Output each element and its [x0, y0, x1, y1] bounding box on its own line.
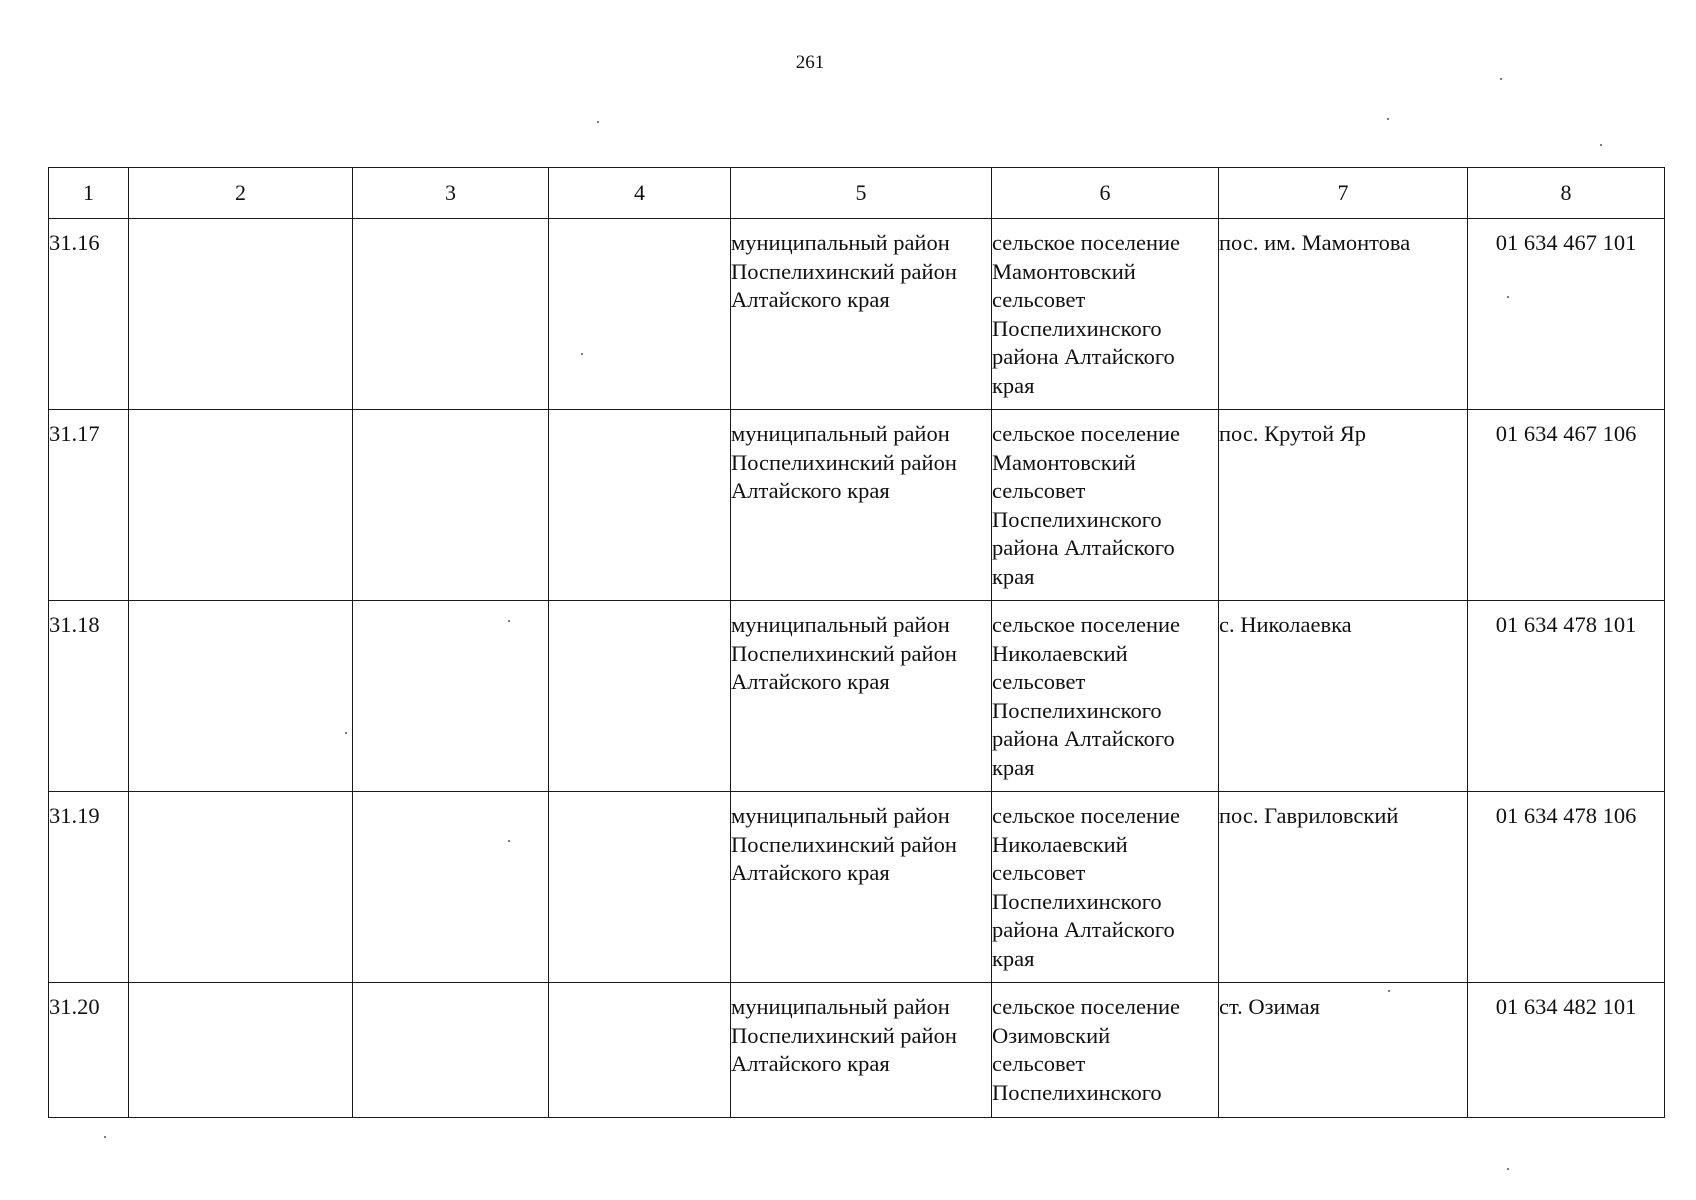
column-header-4: 4 — [549, 168, 731, 219]
settlement-line: Николаевский — [992, 831, 1128, 857]
empty-cell-col2 — [129, 792, 353, 983]
empty-cell-col4 — [549, 792, 731, 983]
empty-cell-col4 — [549, 410, 731, 601]
row-number: 31.17 — [49, 410, 129, 601]
empty-cell-col3 — [353, 983, 549, 1118]
scan-speck — [1507, 1168, 1509, 1170]
table-row — [49, 410, 1665, 601]
settlement-line: Николаевский — [992, 640, 1128, 666]
oktmo-code-cell: 01 634 467 106 — [1468, 410, 1665, 601]
settlement-line: края — [992, 563, 1035, 589]
scan-speck — [597, 121, 599, 123]
scan-speck — [508, 620, 510, 622]
settlement-line: края — [992, 754, 1035, 780]
row-number: 31.20 — [49, 983, 129, 1118]
settlement-line: района Алтайского — [992, 535, 1175, 560]
row-number: 31.19 — [49, 792, 129, 983]
settlement-line: края — [992, 372, 1035, 398]
scan-speck — [345, 732, 347, 734]
registry-table — [48, 167, 1665, 1118]
municipal-district-text: муниципальный район Поспелихинский район Алтайского края — [731, 612, 957, 694]
column-header-3: 3 — [353, 168, 549, 219]
empty-cell-col4 — [549, 983, 731, 1118]
settlement-line: сельское поселение — [992, 803, 1181, 828]
settlement-line: сельсовет — [992, 287, 1086, 312]
empty-cell-col2 — [129, 410, 353, 601]
oktmo-code-cell: 01 634 478 106 — [1468, 792, 1665, 983]
settlement-line: сельское поселение — [992, 230, 1181, 255]
municipal-district-text: муниципальный район Поспелихинский район Алтайского края — [731, 994, 957, 1076]
table-row — [49, 983, 1665, 1118]
scan-speck — [581, 353, 583, 355]
empty-cell-col2 — [129, 219, 353, 410]
column-header-2: 2 — [129, 168, 353, 219]
locality-cell: с. Николаевка — [1219, 601, 1468, 792]
column-header-7: 7 — [1219, 168, 1468, 219]
column-header-1: 1 — [49, 168, 129, 219]
row-number: 31.18 — [49, 601, 129, 792]
locality-cell: пос. им. Мамонтова — [1219, 219, 1468, 410]
municipal-district-text: муниципальный район Поспелихинский район Алтайского края — [731, 230, 957, 312]
locality-cell: пос. Гавриловский — [1219, 792, 1468, 983]
settlement-line: сельское поселение — [992, 612, 1181, 637]
settlement-cell — [992, 219, 1219, 410]
column-header-5: 5 — [731, 168, 992, 219]
scan-speck — [1500, 78, 1502, 80]
table-row — [49, 219, 1665, 410]
settlement-line: Поспелихинского — [992, 1079, 1162, 1105]
municipal-district-text: муниципальный район Поспелихинский район Алтайского края — [731, 803, 957, 885]
settlement-line: сельсовет — [992, 669, 1086, 694]
oktmo-code-cell: 01 634 478 101 — [1468, 601, 1665, 792]
municipal-district-cell — [731, 983, 992, 1118]
settlement-line: Мамонтовский — [992, 258, 1136, 284]
table-row — [49, 792, 1665, 983]
oktmo-code-cell: 01 634 482 101 — [1468, 983, 1665, 1118]
oktmo-code-cell: 01 634 467 101 — [1468, 219, 1665, 410]
municipal-district-text: муниципальный район Поспелихинский район Алтайского края — [731, 421, 957, 503]
settlement-line: сельсовет — [992, 1051, 1086, 1076]
settlement-line: района Алтайского — [992, 344, 1175, 369]
settlement-line: района Алтайского — [992, 726, 1175, 751]
settlement-line: сельское поселение — [992, 994, 1181, 1019]
scan-speck — [104, 1136, 106, 1138]
settlement-cell — [992, 983, 1219, 1118]
municipal-district-cell — [731, 219, 992, 410]
locality-cell: ст. Озимая — [1219, 983, 1468, 1118]
settlement-line: Поспелихинского — [992, 888, 1162, 914]
settlement-line: Мамонтовский — [992, 449, 1136, 475]
settlement-line: Поспелихинского — [992, 697, 1162, 723]
page-number: 261 — [795, 52, 825, 73]
settlement-line: сельсовет — [992, 860, 1086, 885]
scan-speck — [1388, 990, 1390, 992]
empty-cell-col3 — [353, 410, 549, 601]
empty-cell-col4 — [549, 219, 731, 410]
settlement-cell — [992, 601, 1219, 792]
scan-speck — [1600, 144, 1602, 146]
row-number: 31.16 — [49, 219, 129, 410]
scan-speck — [508, 840, 510, 842]
settlement-line: Озимовский — [992, 1022, 1111, 1048]
scan-speck — [1507, 296, 1509, 298]
empty-cell-col3 — [353, 601, 549, 792]
locality-cell: пос. Крутой Яр — [1219, 410, 1468, 601]
municipal-district-cell — [731, 792, 992, 983]
settlement-line: Поспелихинского — [992, 506, 1162, 532]
empty-cell-col3 — [353, 792, 549, 983]
settlement-line: Поспелихинского — [992, 315, 1162, 341]
settlement-cell — [992, 410, 1219, 601]
empty-cell-col4 — [549, 601, 731, 792]
settlement-line: района Алтайского — [992, 917, 1175, 942]
settlement-line: сельсовет — [992, 478, 1086, 503]
settlement-cell — [992, 792, 1219, 983]
column-header-6: 6 — [992, 168, 1219, 219]
header-row — [49, 168, 1665, 219]
table-row — [49, 601, 1665, 792]
scan-speck — [1387, 118, 1389, 120]
empty-cell-col2 — [129, 601, 353, 792]
municipal-district-cell — [731, 601, 992, 792]
empty-cell-col2 — [129, 983, 353, 1118]
settlement-line: края — [992, 945, 1035, 971]
municipal-district-cell — [731, 410, 992, 601]
column-header-8: 8 — [1468, 168, 1665, 219]
settlement-line: сельское поселение — [992, 421, 1181, 446]
empty-cell-col3 — [353, 219, 549, 410]
